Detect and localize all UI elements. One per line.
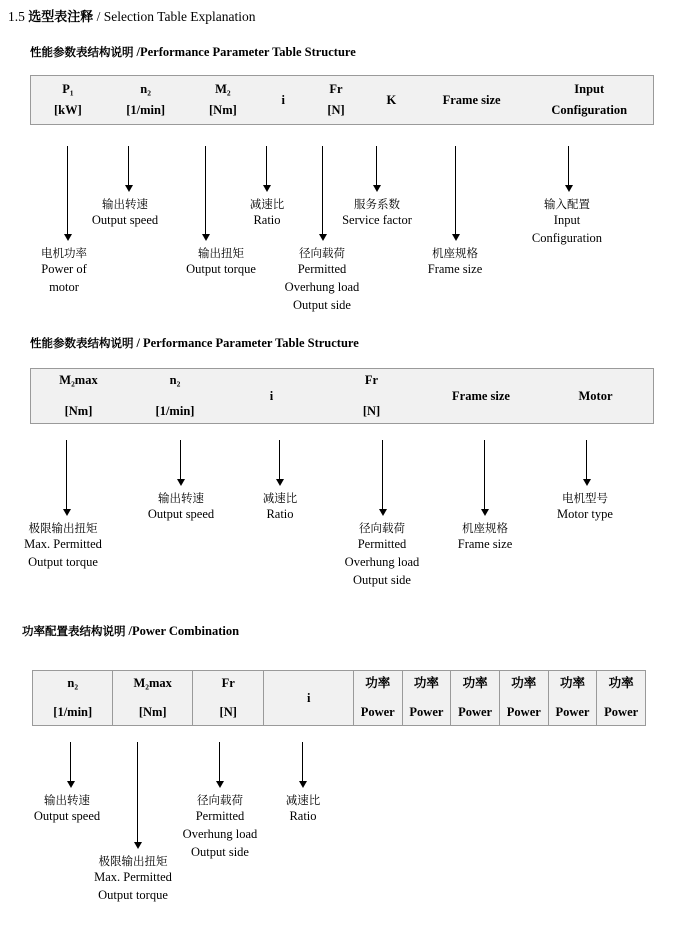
caption-permitted-overhung-load-2-en-1: Permitted <box>357 537 407 552</box>
caption-output-speed-2-cn: 输出转速 <box>158 491 204 505</box>
page-title <box>8 6 256 25</box>
section-heading-1-en: Performance Parameter Table Structure <box>139 45 356 59</box>
table1-col-frame-size-line1: Frame size <box>442 92 501 107</box>
caption-ratio-3-cn: 减速比 <box>285 793 321 807</box>
caption-permitted-overhung-load-1-en-1: Permitted <box>297 262 347 277</box>
table1-col-fr-line1: Fr <box>329 82 343 97</box>
table3-col-power-4-line2: Power <box>506 705 541 719</box>
caption-frame-size-1-cn: 机座规格 <box>432 246 478 260</box>
section-heading-1-cn: 性能参数表结构说明 <box>30 45 134 59</box>
arrow-max-permitted-output-torque-1 <box>62 440 71 516</box>
section-heading-3-cn: 功率配置表结构说明 <box>22 624 126 638</box>
power-combination-table <box>32 670 646 726</box>
caption-ratio-2 <box>235 490 325 524</box>
table1-col-input-configuration <box>525 76 653 124</box>
section-heading-2 <box>30 335 359 351</box>
caption-frame-size-1 <box>398 245 512 279</box>
caption-ratio-1 <box>222 196 312 230</box>
caption-permitted-overhung-load-1 <box>262 245 382 315</box>
table2-col-frame-size <box>424 369 538 423</box>
table3-col-power-1 <box>353 671 402 725</box>
table3-col-power-3-line1: 功率 <box>462 676 488 691</box>
caption-max-permitted-output-torque-1-en-2: Output torque <box>28 555 98 570</box>
caption-permitted-overhung-load-2 <box>322 520 442 590</box>
arrow-frame-size-2 <box>480 440 489 516</box>
caption-frame-size-2-cn: 机座规格 <box>462 521 508 535</box>
caption-ratio-2-en-1: Ratio <box>266 507 294 522</box>
caption-permitted-overhung-load-3-en-1: Permitted <box>195 809 245 824</box>
table3-col-m2max-line1: M₂max <box>133 676 172 691</box>
caption-output-speed-1-cn: 输出转速 <box>102 197 148 211</box>
table2-col-motor-line1: Motor <box>578 388 613 403</box>
caption-permitted-overhung-load-3-cn: 径向载荷 <box>197 793 243 807</box>
arrow-output-speed-2 <box>176 440 185 486</box>
table3-col-power-5-line1: 功率 <box>559 676 585 691</box>
caption-output-speed-3-en-1: Output speed <box>33 809 101 824</box>
table1-col-frame-size <box>418 76 526 124</box>
table3-col-fr-line1: Fr <box>221 676 235 691</box>
caption-output-speed-3 <box>12 792 122 826</box>
caption-output-speed-1 <box>70 196 180 230</box>
arrow-output-torque <box>201 146 210 241</box>
caption-frame-size-2 <box>428 520 542 554</box>
table3-col-power-1-line1: 功率 <box>365 676 391 691</box>
table3-col-power-1-line2: Power <box>360 705 395 719</box>
caption-input-configuration-en-1: Input <box>553 213 581 228</box>
table3-col-m2max <box>112 671 191 725</box>
table3-col-power-6-line1: 功率 <box>608 676 634 691</box>
caption-max-permitted-output-torque-1 <box>2 520 124 572</box>
table3-col-i-line1: i <box>306 690 311 705</box>
table1-col-m2-line2: [Nm] <box>209 103 237 117</box>
caption-max-permitted-output-torque-1-cn: 极限输出扭矩 <box>28 521 98 535</box>
caption-permitted-overhung-load-2-en-2: Overhung load <box>344 555 420 570</box>
table1-col-fr <box>307 76 365 124</box>
caption-input-configuration-en-2: Configuration <box>531 231 603 246</box>
caption-permitted-overhung-load-3-en-2: Overhung load <box>182 827 258 842</box>
caption-motor-type <box>530 490 640 524</box>
section-heading-1 <box>30 44 356 60</box>
arrow-input-configuration <box>564 146 573 192</box>
table2-col-fr-line1: Fr <box>364 373 379 388</box>
table3-col-n2 <box>33 671 112 725</box>
caption-permitted-overhung-load-1-en-2: Overhung load <box>284 280 360 295</box>
table1-col-input-configuration-line1: Input <box>574 82 605 97</box>
caption-power-of-motor-en-2: motor <box>49 280 79 295</box>
table1-col-k <box>365 76 418 124</box>
arrow-service-factor <box>372 146 381 192</box>
arrow-ratio-1 <box>262 146 271 192</box>
table1-col-p1 <box>31 76 105 124</box>
caption-permitted-overhung-load-1-en-3: Output side <box>293 297 351 312</box>
table2-col-fr <box>319 369 424 423</box>
caption-permitted-overhung-load-3-en-3: Output side <box>191 844 249 859</box>
table1-col-n2 <box>105 76 187 124</box>
table1-col-n2-line2: [1/min] <box>126 103 166 117</box>
caption-frame-size-2-en-1: Frame size <box>457 537 513 552</box>
table2-col-fr-line2: [N] <box>362 404 381 418</box>
caption-ratio-1-en-1: Ratio <box>253 213 281 228</box>
caption-output-torque-cn: 输出扭矩 <box>198 246 244 260</box>
table3-col-power-5 <box>548 671 597 725</box>
caption-service-factor-cn: 服务系数 <box>354 197 400 211</box>
caption-max-permitted-output-torque-2-en-1: Max. Permitted <box>94 870 172 885</box>
arrow-max-permitted-output-torque-2 <box>133 742 142 849</box>
table3-col-power-4 <box>499 671 548 725</box>
section-heading-3-en: Power Combination <box>131 624 240 638</box>
table2-col-motor <box>538 369 653 423</box>
table1-col-p1-line1: P₁ <box>62 82 74 97</box>
table3-col-n2-line2: [1/min] <box>53 705 93 719</box>
caption-permitted-overhung-load-1-cn: 径向载荷 <box>299 246 345 260</box>
caption-max-permitted-output-torque-2-en-2: Output torque <box>98 888 168 903</box>
performance-parameter-table-2 <box>30 368 654 424</box>
section-heading-3-sep: / <box>128 624 132 638</box>
caption-max-permitted-output-torque-2-cn: 极限输出扭矩 <box>98 854 168 868</box>
table1-col-n2-line1: n₂ <box>140 82 151 97</box>
arrow-frame-size-1 <box>451 146 460 241</box>
caption-output-speed-2 <box>126 490 236 524</box>
caption-motor-type-en-1: Motor type <box>557 507 613 522</box>
table2-col-frame-size-line1: Frame size <box>452 388 510 403</box>
arrow-output-speed-3 <box>66 742 75 788</box>
arrow-motor-type <box>582 440 591 486</box>
caption-output-speed-3-cn: 输出转速 <box>44 793 90 807</box>
table3-col-power-2-line1: 功率 <box>413 676 439 691</box>
table2-col-m2max-line1: M₂max <box>59 373 98 388</box>
caption-service-factor-en-1: Service factor <box>342 213 412 228</box>
caption-power-of-motor <box>8 245 120 297</box>
table1-col-i <box>259 76 307 124</box>
table3-col-fr-line2: [N] <box>219 705 237 719</box>
page-title-en: Selection Table Explanation <box>103 9 256 24</box>
table3-col-power-3 <box>450 671 499 725</box>
table1-col-m2 <box>187 76 260 124</box>
section-heading-2-cn: 性能参数表结构说明 <box>30 336 134 350</box>
table2-col-n2-line1: n₂ <box>169 373 181 388</box>
table1-col-input-configuration-line2: Configuration <box>551 103 628 117</box>
table3-col-i <box>263 671 352 725</box>
caption-input-configuration <box>508 196 626 248</box>
arrow-ratio-3 <box>298 742 307 788</box>
arrow-permitted-overhung-load-2 <box>378 440 387 516</box>
section-heading-2-sep: / <box>136 336 140 350</box>
section-heading-3 <box>22 623 239 639</box>
table1-col-m2-line1: M₂ <box>215 82 231 97</box>
caption-output-speed-2-en-1: Output speed <box>147 507 215 522</box>
page-title-separator: / <box>96 9 101 24</box>
caption-max-permitted-output-torque-1-en-1: Max. Permitted <box>24 537 102 552</box>
arrow-ratio-2 <box>275 440 284 486</box>
caption-motor-type-cn: 电机型号 <box>562 491 608 505</box>
table2-col-m2max-line2: [Nm] <box>64 404 93 418</box>
table2-col-m2max <box>31 369 126 423</box>
caption-frame-size-1-en-1: Frame size <box>427 262 483 277</box>
caption-ratio-1-cn: 减速比 <box>249 197 285 211</box>
performance-parameter-table-1 <box>30 75 654 125</box>
table2-col-i <box>224 369 319 423</box>
caption-permitted-overhung-load-2-en-3: Output side <box>353 572 411 587</box>
table1-col-k-line1: K <box>386 92 397 107</box>
table2-col-i-line1: i <box>269 388 274 403</box>
caption-power-of-motor-cn: 电机功率 <box>41 246 87 260</box>
caption-power-of-motor-en-1: Power of <box>41 262 87 277</box>
table3-col-power-6-line2: Power <box>604 705 639 719</box>
arrow-permitted-overhung-load-3 <box>215 742 224 788</box>
table1-col-fr-line2: [N] <box>327 103 345 117</box>
table2-col-n2-line2: [1/min] <box>155 404 195 418</box>
table3-col-power-6 <box>596 671 645 725</box>
table3-col-power-5-line2: Power <box>555 705 590 719</box>
table3-col-power-2 <box>402 671 451 725</box>
caption-output-speed-1-en-1: Output speed <box>91 213 159 228</box>
table3-col-power-3-line2: Power <box>458 705 493 719</box>
page-title-cn: 选型表注释 <box>28 10 94 25</box>
table3-col-n2-line1: n₂ <box>67 676 79 691</box>
section-heading-2-en: Performance Parameter Table Structure <box>142 336 359 350</box>
table3-col-power-2-line2: Power <box>409 705 444 719</box>
table3-col-m2max-line2: [Nm] <box>138 705 167 719</box>
table1-col-i-line1: i <box>281 92 285 107</box>
caption-permitted-overhung-load-2-cn: 径向载荷 <box>359 521 405 535</box>
table2-col-n2 <box>126 369 224 423</box>
table1-col-p1-line2: [kW] <box>53 103 82 117</box>
caption-output-torque-en-1: Output torque <box>186 262 256 277</box>
arrow-output-speed-1 <box>124 146 133 192</box>
caption-service-factor <box>312 196 442 230</box>
caption-input-configuration-cn: 输入配置 <box>544 197 590 211</box>
caption-ratio-2-cn: 减速比 <box>262 491 298 505</box>
section-heading-1-sep: / <box>136 45 140 59</box>
page-title-number: 1.5 <box>8 9 25 24</box>
table3-col-power-4-line1: 功率 <box>511 676 537 691</box>
caption-ratio-3-en-1: Ratio <box>289 809 317 824</box>
table3-col-fr <box>192 671 264 725</box>
caption-ratio-3 <box>258 792 348 826</box>
